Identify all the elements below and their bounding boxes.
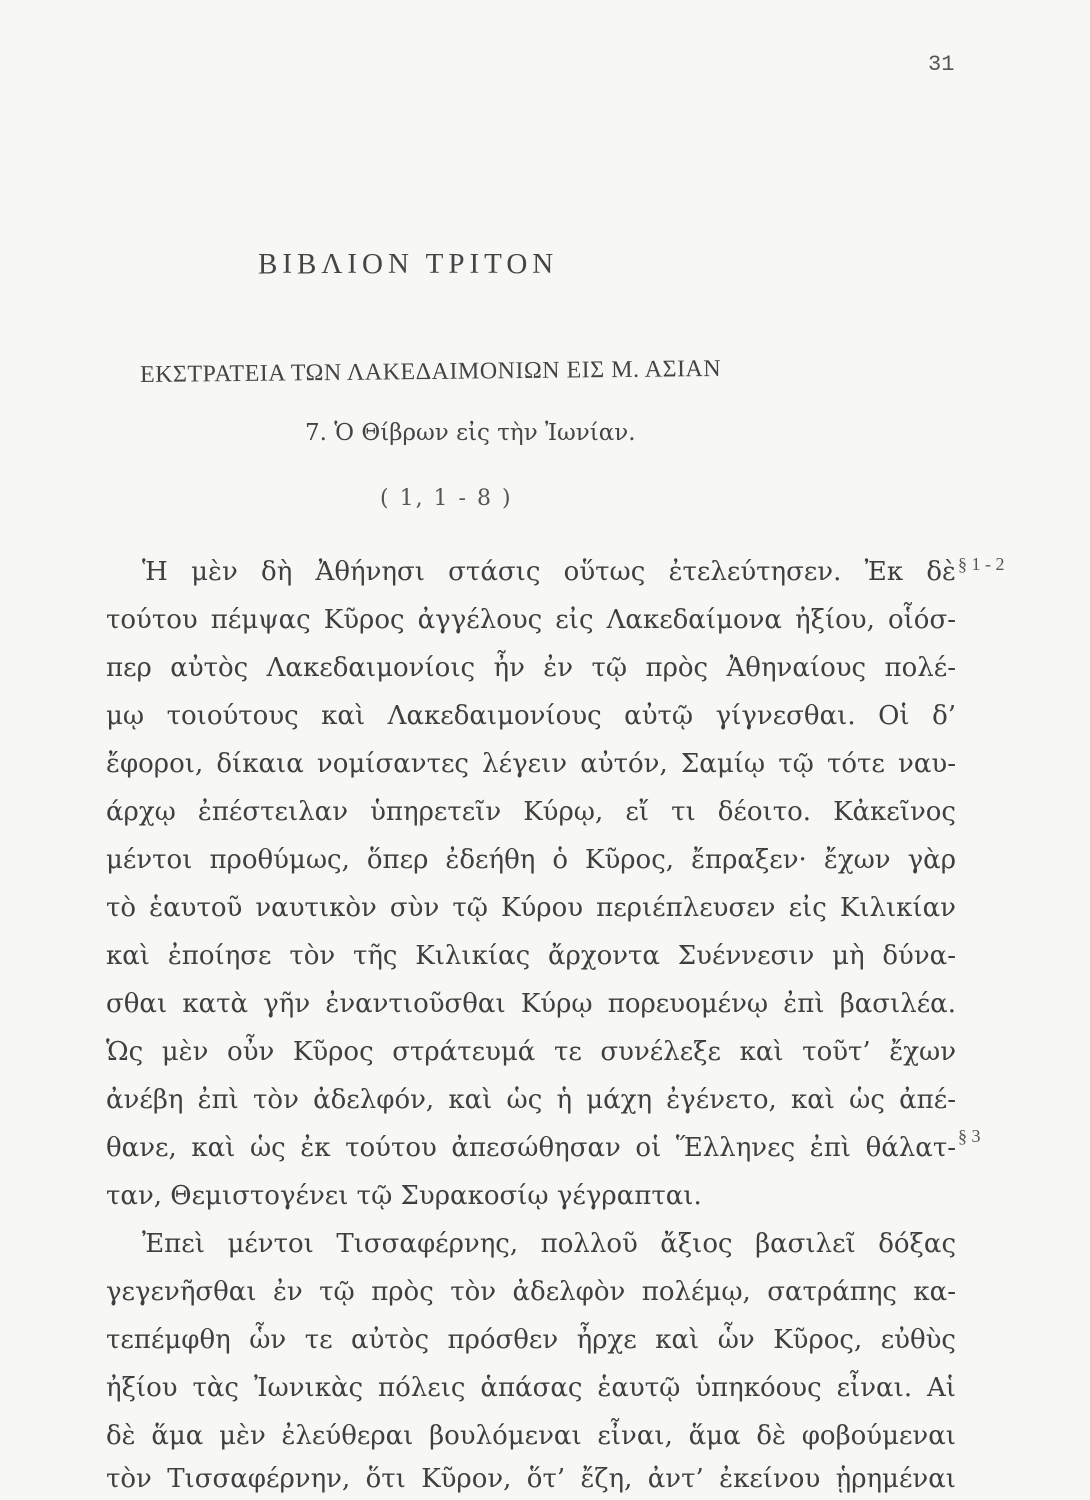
section-title: 7. Ὁ Θίβρων εἰς τὴν Ἰωνίαν. <box>305 420 636 446</box>
text-line-6: άρχῳ ἐπέστειλαν ὑπηρετεῖν Κύρῳ, εἴ τι δέοιτο. Κἀκεῖνος <box>106 797 956 827</box>
book-title: ΒΙΒΛΙΟΝ ΤΡΙΤΟΝ <box>258 248 559 280</box>
text-line-18: ἠξίου τὰς Ἰωνικὰς πόλεις ἁπάσας ἑαυτῷ ὑπηκόους εἶναι. Αἱ <box>106 1373 956 1403</box>
margin-note-paragraph-1: § 1 - 2 <box>958 554 1005 574</box>
text-line-16: γεγενῆσθαι ἐν τῷ πρὸς τὸν ἀδελφὸν πολέμῳ, σατράπης κα- <box>106 1277 956 1307</box>
text-line-7: μέντοι προθύμως, ὅπερ ἐδεήθη ὁ Κῦρος, ἔπραξεν· ἔχων γὰρ <box>106 845 956 875</box>
text-line-15: Ἐπεὶ μέντοι Τισσαφέρνης, πολλοῦ ἄξιος βασιλεῖ δόξας <box>142 1229 956 1259</box>
text-line-1: Ἡ μὲν δὴ Ἀθήνησι στάσις οὕτως ἐτελεύτησεν. Ἐκ δὲ <box>142 557 956 587</box>
text-line-17: τεπέμφθη ὧν τε αὐτὸς πρόσθεν ἦρχε καὶ ὧν Κῦρος, εὐθὺς <box>106 1325 956 1355</box>
page-number: 31 <box>928 52 955 77</box>
text-line-5: ἔφοροι, δίκαια νομίσαντες λέγειν αὐτόν, Σαμίῳ τῷ τότε ναυ- <box>106 749 956 779</box>
text-line-14: ταν, Θεμιστογένει τῷ Συρακοσίῳ γέγραπται. <box>106 1181 702 1211</box>
text-line-13: θανε, καὶ ὡς ἐκ τούτου ἀπεσώθησαν οἱ Ἕλληνες ἐπὶ θάλατ- <box>106 1133 956 1163</box>
text-line-19: δὲ ἅμα μὲν ἐλεύθεραι βουλόμεναι εἶναι, ἅμα δὲ φοβούμεναι <box>106 1421 956 1451</box>
text-line-8: τὸ ἑαυτοῦ ναυτικὸν σὺν τῷ Κύρου περιέπλευσεν εἰς Κιλικίαν <box>106 893 956 923</box>
text-line-9: καὶ ἐποίησε τὸν τῆς Κιλικίας ἄρχοντα Συέννεσιν μὴ δύνα- <box>106 941 956 971</box>
text-line-4: μῳ τοιούτους καὶ Λακεδαιμονίους αὐτῷ γίγνεσθαι. Οἱ δ’ <box>106 701 956 731</box>
text-line-3: περ αὐτὸς Λακεδαιμονίοις ἦν ἐν τῷ πρὸς Ἀθηναίους πολέ- <box>106 653 956 683</box>
margin-note-paragraph-2: § 3 <box>958 1126 981 1146</box>
text-line-20: τὸν Τισσαφέρνην, ὅτι Κῦρον, ὅτ’ ἔζη, ἀντ’ ἐκείνου ᾑρημέναι <box>106 1464 956 1494</box>
section-reference: ( 1, 1 - 8 ) <box>380 486 513 511</box>
text-line-12: ἀνέβη ἐπὶ τὸν ἀδελφόν, καὶ ὡς ἡ μάχη ἐγένετο, καὶ ὡς ἀπέ- <box>106 1085 956 1115</box>
chapter-title: ΕΚΣΤΡΑΤΕΙΑ ΤΩΝ ΛΑΚΕΔΑΙΜΟΝΙΩΝ ΕΙΣ Μ. ΑΣΙΑΝ <box>139 355 722 388</box>
text-line-2: τούτου πέμψας Κῦρος ἀγγέλους εἰς Λακεδαίμονα ἠξίου, οἷόσ- <box>106 605 956 635</box>
text-line-11: Ὡς μὲν οὖν Κῦρος στράτευμά τε συνέλεξε καὶ τοῦτ’ ἔχων <box>106 1037 956 1067</box>
text-line-10: σθαι κατὰ γῆν ἐναντιοῦσθαι Κύρῳ πορευομένῳ ἐπὶ βασιλέα. <box>106 989 956 1019</box>
